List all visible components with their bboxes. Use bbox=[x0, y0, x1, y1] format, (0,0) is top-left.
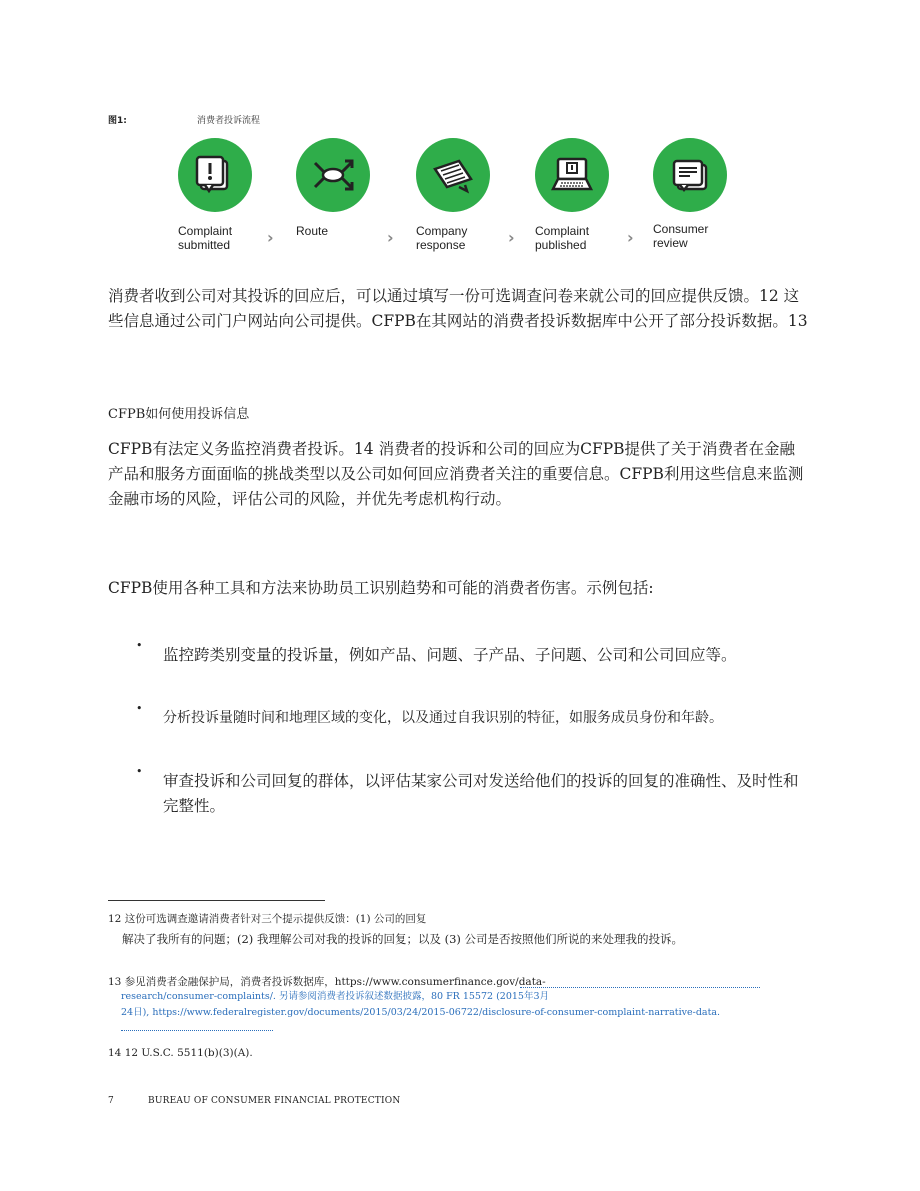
bullet-marker: • bbox=[136, 702, 143, 715]
paragraph-statutory-duty: CFPB有法定义务监控消费者投诉。14 消费者的投诉和公司的回应为CFPB提供了关于消费者在金融产品和服务方面面临的挑战类型以及公司如何回应消费者关注的重要信息。CFPB利用这些信息来监测金融市场的风险，评估公司的风险，并优先考虑机构行动。 bbox=[108, 440, 804, 508]
process-step-consumer-review bbox=[653, 138, 743, 250]
page-number: 7 bbox=[108, 1096, 114, 1106]
list-item: 审查投诉和公司回复的群体，以评估某家公司对发送给他们的投诉的回复的准确性、及时性和完整性。 bbox=[163, 772, 799, 815]
chevron-right-icon: › bbox=[387, 228, 394, 247]
review-icon bbox=[653, 138, 727, 212]
footnote-13-link-1[interactable]: research/consumer-complaints/. 另请参阅消费者投诉叙述数据披露，80 FR 15572 (2015年3月 bbox=[121, 991, 550, 1002]
complaint-icon bbox=[178, 138, 252, 212]
paragraph-feedback: 消费者收到公司对其投诉的回应后，可以通过填写一份可选调查问卷来就公司的回应提供反馈。12 这些信息通过公司门户网站向公司提供。CFPB在其网站的消费者投诉数据库中公开了部分投诉数据。13 bbox=[108, 287, 808, 330]
figure-title: 消费者投诉流程 bbox=[197, 116, 261, 126]
footnote-divider bbox=[108, 900, 325, 901]
company-response-icon bbox=[416, 138, 490, 212]
footnote-13-text: 13 参见消费者金融保护局，消费者投诉数据库，https://www.consumerfinance.gov/data- bbox=[108, 976, 546, 988]
footnote-14: 14 12 U.S.C. 5511(b)(3)(A). bbox=[108, 1047, 253, 1059]
footnote-13-link-2[interactable]: 24日), https://www.federalregister.gov/documents/2015/03/24/2015-06722/disclosure-of-consumer-complaint-narrative-data. bbox=[121, 1007, 721, 1018]
step-label: Company response bbox=[416, 224, 468, 252]
paragraph-tools-intro: CFPB使用各种工具和方法来协助员工识别趋势和可能的消费者伤害。示例包括: bbox=[108, 579, 654, 597]
list-item: 分析投诉量随时间和地理区域的变化，以及通过自我识别的特征，如服务成员身份和年龄。 bbox=[163, 710, 723, 726]
footnote-12-line2: 解决了我所有的问题；(2) 我理解公司对我的投诉的回复；以及 (3) 公司是否按照他们所说的来处理我的投诉。 bbox=[122, 932, 684, 946]
bullet-marker: • bbox=[136, 639, 143, 652]
chevron-right-icon: › bbox=[267, 228, 274, 247]
chevron-right-icon: › bbox=[627, 228, 634, 247]
figure-label: 图1: bbox=[108, 116, 127, 126]
list-item: 监控跨类别变量的投诉量，例如产品、问题、子产品、子问题、公司和公司回应等。 bbox=[163, 646, 737, 664]
section-heading: CFPB如何使用投诉信息 bbox=[108, 407, 250, 422]
footer-agency: BUREAU OF CONSUMER FINANCIAL PROTECTION bbox=[148, 1096, 401, 1106]
process-step-complaint-published bbox=[535, 138, 625, 252]
link-underline bbox=[121, 1030, 273, 1031]
route-icon bbox=[296, 138, 370, 212]
process-step-route bbox=[296, 138, 386, 238]
laptop-icon bbox=[535, 138, 609, 212]
process-step-complaint-submitted bbox=[178, 138, 268, 252]
chevron-right-icon: › bbox=[508, 228, 515, 247]
process-step-company-response bbox=[416, 138, 506, 252]
step-label: Consumer review bbox=[653, 222, 709, 250]
step-label: Complaint submitted bbox=[178, 224, 233, 252]
step-label: Complaint published bbox=[535, 224, 590, 252]
bullet-marker: • bbox=[136, 765, 143, 778]
link-underline bbox=[520, 987, 760, 988]
step-label: Route bbox=[296, 224, 329, 238]
footnote-12-line1: 12 这份可选调查邀请消费者针对三个提示提供反馈：(1) 公司的回复 bbox=[108, 913, 427, 925]
